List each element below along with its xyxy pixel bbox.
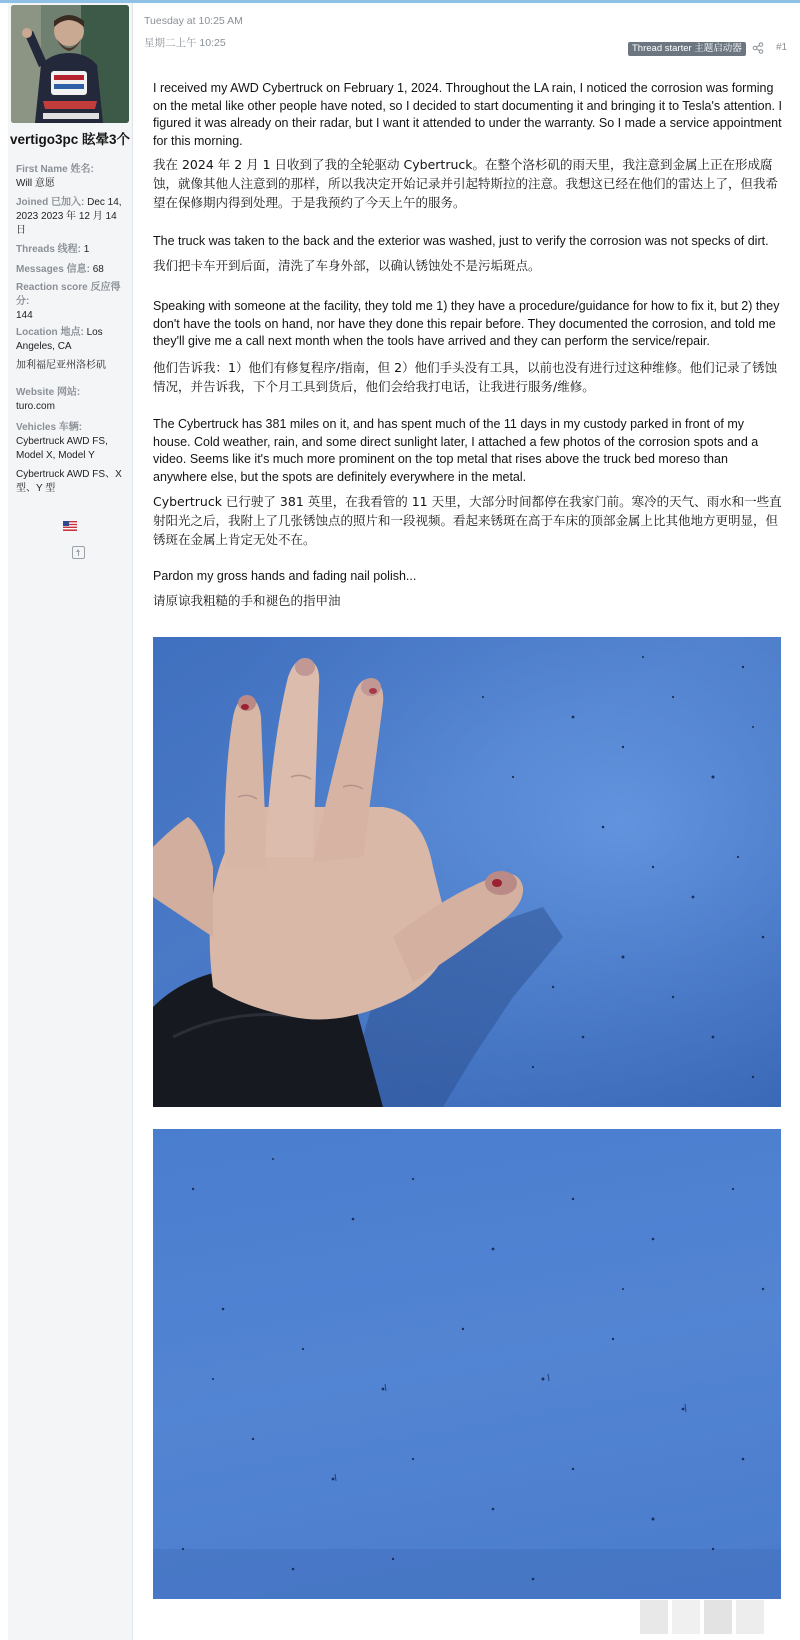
post-timestamp-cn: 星期二上午 10:25 — [144, 37, 226, 49]
field-value: 68 — [92, 264, 104, 275]
share-icon[interactable] — [752, 42, 764, 54]
thread-starter-badge: Thread starter 主题启动器 — [628, 42, 746, 56]
field-value: Cybertruck AWD FS、X 型、Y 型 — [16, 469, 122, 494]
field-value[interactable]: turo.com — [16, 401, 55, 412]
attachment-photo-hand[interactable] — [153, 637, 781, 1107]
paragraph-5-cn: 请原谅我粗糙的手和褪色的指甲油 — [153, 593, 341, 608]
paragraph-4-cn: Cybertruck 已行驶了 381 英里，在我看管的 11 天里，大部分时间都停在我家门前。寒冷的天气、雨水和一些直射阳光之后，我附上了几张锈蚀点的照片和一段视频。看起来锈斑在高于车床的顶部金属上比其他地方更明显，但锈斑在金属上肯定无处不在。 — [153, 494, 782, 547]
paragraph-2-cn: 我们把卡车开到后面，清洗了车身外部，以确认锈蚀处不是污垢斑点。 — [153, 258, 541, 273]
field-location-cn — [16, 359, 128, 373]
upload-icon[interactable] — [72, 546, 85, 559]
field-vehicles-cn — [16, 468, 128, 496]
field-label: Messages 信息: — [16, 264, 90, 275]
watermark-block — [704, 1600, 732, 1634]
field-value: Cybertruck AWD FS, Model X, Model Y — [16, 436, 108, 461]
watermark-block — [640, 1600, 668, 1634]
watermark-block — [672, 1600, 700, 1634]
paragraph-2: The truck was taken to the back and the exterior was washed, just to verify the corrosion was not specks of dirt. — [153, 234, 769, 248]
field-label: Threads 线程: — [16, 244, 82, 255]
attachment-photo-metal[interactable] — [153, 1129, 781, 1599]
field-threads — [16, 243, 128, 257]
paragraph-4: The Cybertruck has 381 miles on it, and has spent much of the 11 days in my custody parked in front of my house. Cold weather, rain, and some direct sunlight later, I attached a few photos of the corrosion spots and a video. Seems like it's much more prominent on the top metal that rises above the truck bed moreso than anywhere else, but the spots are definitely everywhere in the metal. — [153, 417, 759, 484]
field-location — [16, 326, 128, 354]
field-label: Website 网站: — [16, 387, 81, 398]
field-label: Joined 已加入: — [16, 197, 85, 208]
field-joined — [16, 196, 128, 238]
field-label: Vehicles 车辆: — [16, 422, 83, 433]
field-label: Location 地点: — [16, 327, 84, 338]
field-messages — [16, 263, 128, 277]
paragraph-1: I received my AWD Cybertruck on February 1, 2024. Throughout the LA rain, I noticed the corrosion was forming on the metal like other people have noted, so I decided to start documenting it and bringing it to Tesla's attention. I figured it was already on their radar, but I want it attended to under the warranty. So I made a service appointment for this morning. — [153, 81, 782, 148]
field-value: Los Angeles, CA — [16, 327, 103, 352]
field-website — [16, 386, 128, 414]
paragraph-1-cn: 我在 2024 年 2 月 1 日收到了我的全轮驱动 Cybertruck。在整个洛杉矶的雨天里，我注意到金属上正在形成腐蚀，就像其他人注意到的那样，所以我决定开始记录并引起特斯拉的注意。我想这已经在他们的雷达上了，但我希望在保修期内得到处理。于是我预约了今天上午的服务。 — [153, 157, 779, 210]
post-number[interactable]: #1 — [776, 42, 788, 53]
field-vehicles — [16, 421, 128, 463]
paragraph-3-cn: 他们告诉我：1）他们有修复程序/指南，但 2）他们手头没有工具，以前也没有进行过这种维修。他们记录了锈蚀情况，并告诉我，下个月工具到货后，他们会给我打电话，让我进行服务/维修。 — [153, 360, 778, 394]
avatar[interactable] — [11, 5, 129, 123]
user-sidebar — [8, 3, 133, 1640]
post-timestamp[interactable]: Tuesday at 10:25 AM — [144, 15, 243, 27]
field-first-name — [16, 163, 128, 191]
us-flag-icon — [63, 521, 77, 531]
watermark-block — [736, 1600, 764, 1634]
field-label: First Name 姓名: — [16, 164, 94, 175]
field-value: Will 意愿 — [16, 178, 55, 189]
field-value: 1 — [83, 244, 90, 255]
field-value: 144 — [16, 310, 33, 321]
username[interactable]: vertigo3pc 眩晕3个 — [9, 132, 131, 147]
field-value: 加利福尼亚州洛杉矶 — [16, 360, 106, 371]
paragraph-5: Pardon my gross hands and fading nail polish... — [153, 569, 417, 583]
field-reaction-score — [16, 281, 128, 323]
paragraph-3: Speaking with someone at the facility, they told me 1) they have a procedure/guidance for how to fix it, but 2) they don't have the tools on hand, nor have they done this repair before. They documented the corrosion, and told me they'll give me a call next month when the tools have arrived and they can perform the service/repair. — [153, 299, 780, 348]
field-label: Reaction score 反应得分: — [16, 282, 121, 307]
field-value: Dec 14, 2023 2023 年 12 月 14 日 — [16, 197, 122, 236]
